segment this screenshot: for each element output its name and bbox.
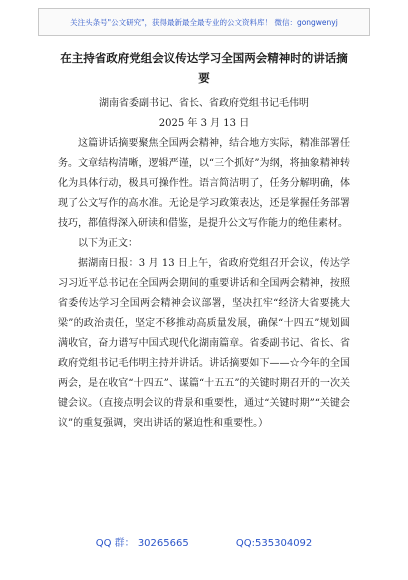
document-author: 湖南省委副书记、省长、省政府党组书记毛伟明	[99, 98, 309, 109]
banner-text: 关注头条号"公文研究"，获得最新最全最专业的公文资料库！ 微信：gongwenyj	[70, 17, 338, 27]
document-page	[58, 48, 350, 434]
footer-qq: QQ:535304092	[235, 538, 313, 549]
document-title: 在主持省政府党组会议传达学习全国两会精神时的讲话摘要	[60, 51, 348, 85]
document-date: 2025 年 3 月 13 日	[158, 118, 250, 129]
footer	[0, 534, 408, 549]
top-banner	[38, 8, 370, 36]
footer-qq-group: QQ 群： 30265665	[95, 538, 189, 549]
summary-paragraph: 这篇讲话摘要聚焦全国两会精神，结合地方实际，精准部署任务。文章结构清晰，逻辑严谨，以“三个抓好”为纲，将抽象精神转化为具体行动，极具可操作性。语言简洁明了，任务分解明确，体现了公文写作的高水准。无论是学习政策表达，还是掌握任务部署技巧，都值得深入研读和借鉴，是提升公文写作能力的绝佳素材。	[58, 138, 350, 229]
body-paragraph: 据湖南日报：3 月 13 日上午，省政府党组召开会议，传达学习习近平总书记在全国两会期间的重要讲话和全国两会精神，按照省委传达学习全国两会精神会议部署，坚决扛牢“经济大省要挑大梁”的政治责任，坚定不移推动高质量发展，确保“十四五”规划圆满收官，奋力谱写中国式现代化湖南篇章。省委副书记、省长、省政府党组书记毛伟明主持并讲话。讲话摘要如下——☆今年的全国两会，是在收官“十四五”、谋篇“十五五”的关键时期召开的一次关键会议。（直接点明会议的背景和重要性，通过“关键时期”“关键会议”的重复强调，突出讲话的紧迫性和重要性。）	[58, 258, 350, 429]
intro-line: 以下为正文：	[78, 238, 138, 249]
